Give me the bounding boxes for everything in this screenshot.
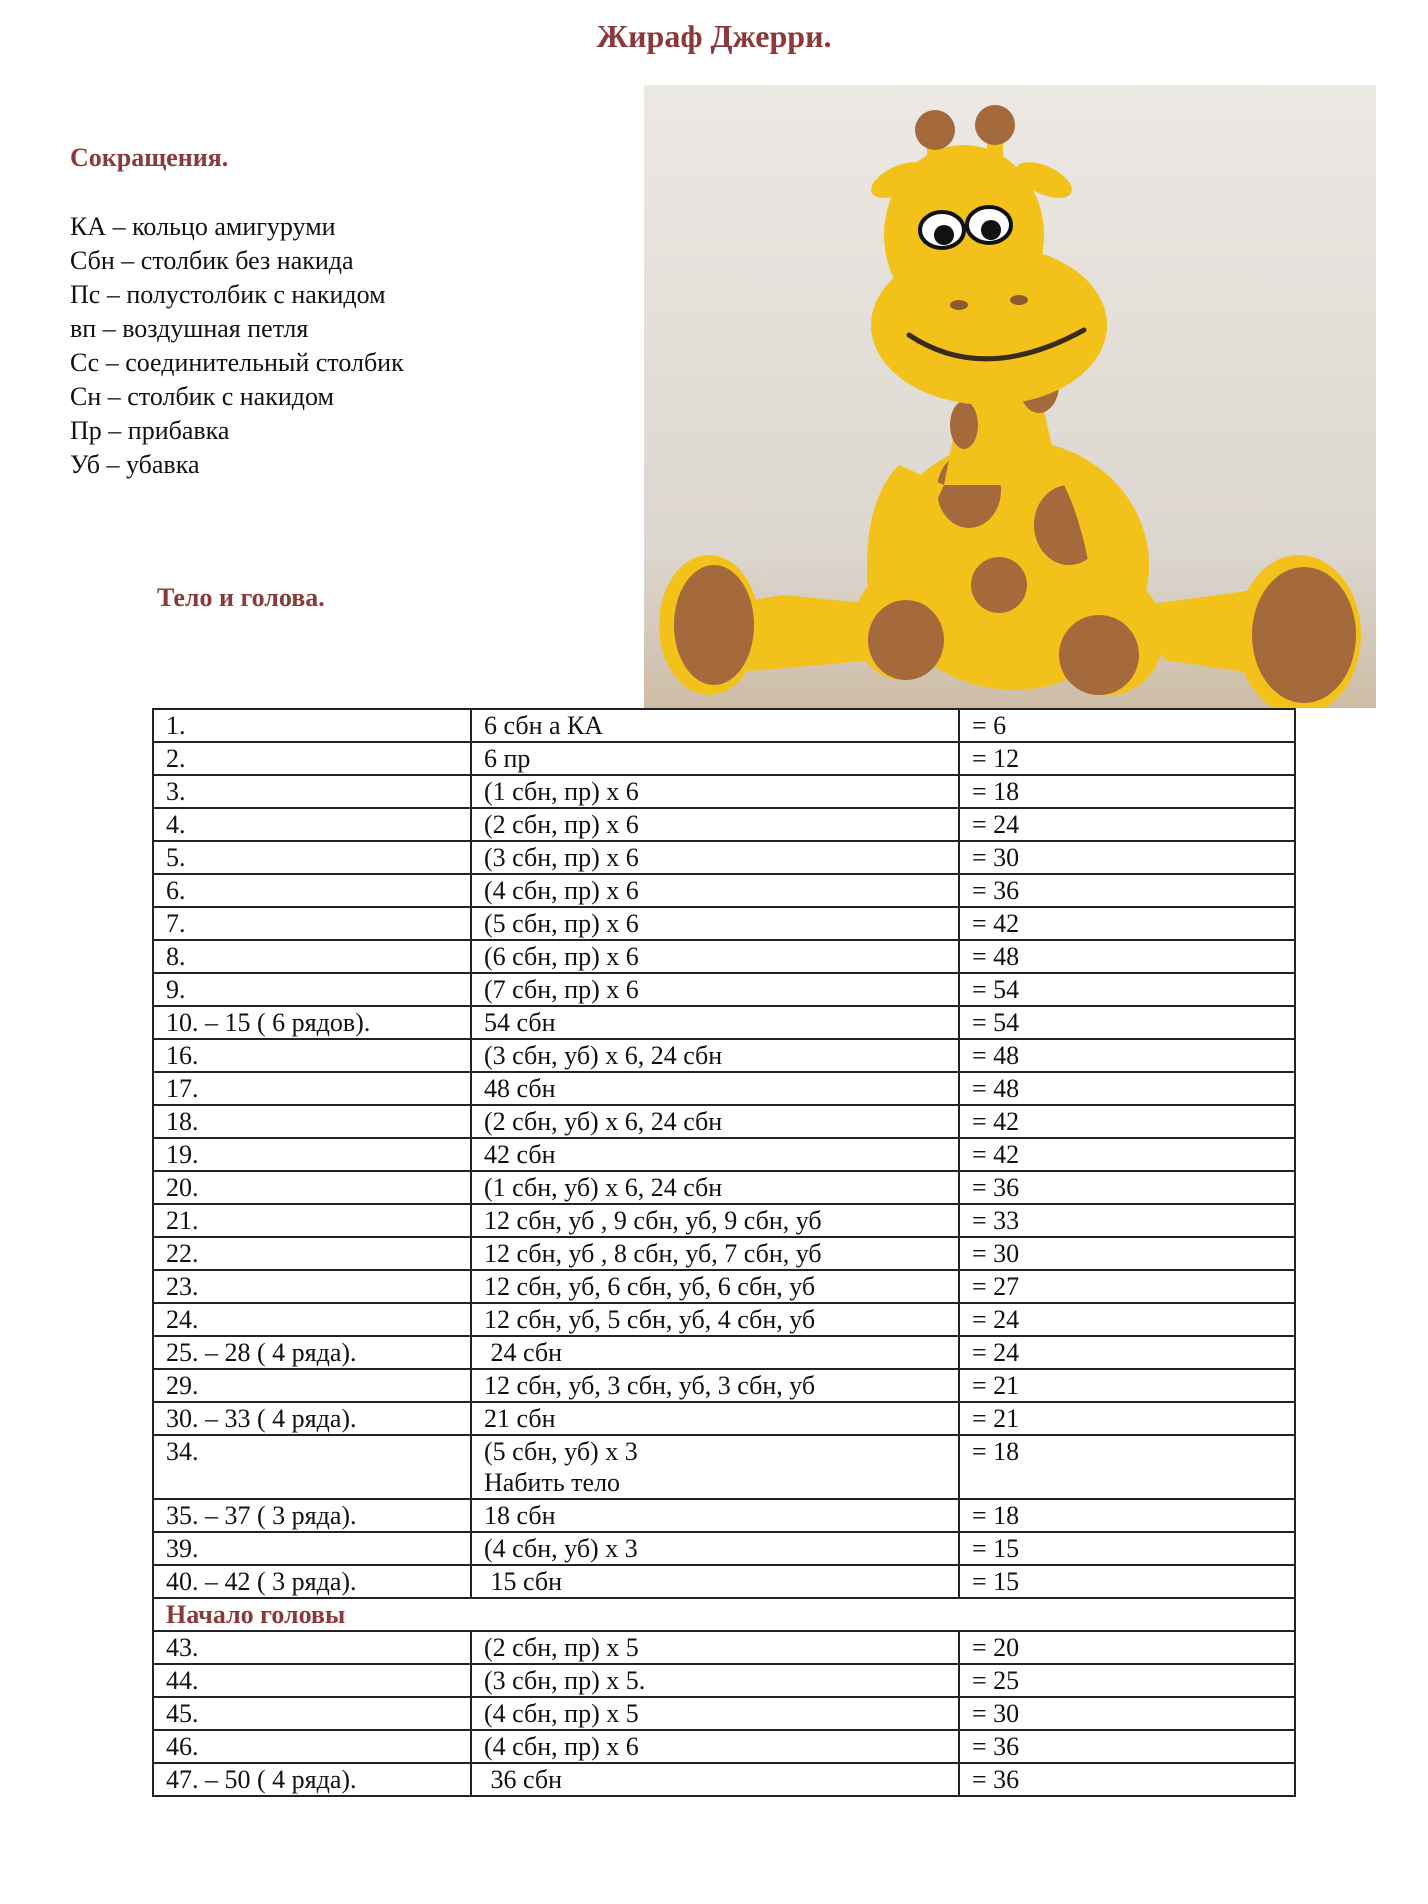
instruction-text: 12 сбн, уб, 6 сбн, уб, 6 сбн, уб [484, 1272, 816, 1301]
instruction-text: 15 сбн [484, 1567, 562, 1596]
instruction-cell [471, 1697, 959, 1730]
table-row [153, 1171, 1295, 1204]
instruction-text: (3 сбн, пр) х 6 [484, 843, 639, 872]
row-number-cell: 43. [153, 1631, 471, 1664]
stitch-count-cell: = 30 [959, 1697, 1295, 1730]
row-number-cell: 17. [153, 1072, 471, 1105]
instruction-text: 48 сбн [484, 1074, 556, 1103]
stitch-count-cell: = 18 [959, 775, 1295, 808]
table-row [153, 1303, 1295, 1336]
row-number-cell: 46. [153, 1730, 471, 1763]
stitch-count-cell: = 25 [959, 1664, 1295, 1697]
instruction-text: (7 сбн, пр) х 6 [484, 975, 639, 1004]
stitch-count-cell: = 54 [959, 1006, 1295, 1039]
row-number-cell: 34. [153, 1435, 471, 1499]
table-row [153, 1138, 1295, 1171]
instruction-cell [471, 973, 959, 1006]
instruction-text: (1 сбн, пр) х 6 [484, 777, 639, 806]
stitch-count-cell: = 24 [959, 1303, 1295, 1336]
instruction-text: (4 сбн, пр) х 6 [484, 876, 639, 905]
abbreviations-list [70, 210, 404, 482]
instruction-text: 42 сбн [484, 1140, 556, 1169]
instruction-cell [471, 1204, 959, 1237]
abbreviation-item: Уб – убавка [70, 450, 200, 479]
instruction-text: 21 сбн [484, 1404, 556, 1433]
table-row [153, 1730, 1295, 1763]
instruction-cell [471, 1565, 959, 1598]
table-row [153, 1270, 1295, 1303]
table-row [153, 1435, 1295, 1499]
stitch-count-cell: = 15 [959, 1532, 1295, 1565]
row-number-cell: 20. [153, 1171, 471, 1204]
table-row [153, 1105, 1295, 1138]
stitch-count-cell: = 24 [959, 1336, 1295, 1369]
table-row [153, 1072, 1295, 1105]
abbreviation-item: Сбн – столбик без накида [70, 246, 354, 275]
stitch-count-cell: = 18 [959, 1499, 1295, 1532]
instruction-text: (4 сбн, уб) х 3 [484, 1534, 638, 1563]
instruction-text: (2 сбн, пр) х 5 [484, 1633, 639, 1662]
abbreviation-item: КА – кольцо амигуруми [70, 212, 336, 241]
row-number-cell: 22. [153, 1237, 471, 1270]
row-number-cell: 21. [153, 1204, 471, 1237]
table-row [153, 742, 1295, 775]
table-section-row [153, 1598, 1295, 1631]
stitch-count-cell: = 36 [959, 1730, 1295, 1763]
row-number-cell: 40. – 42 ( 3 ряда). [153, 1565, 471, 1598]
section-heading-body-head: Тело и голова. [157, 583, 325, 612]
abbreviation-item: Пс – полустолбик с накидом [70, 280, 386, 309]
row-number-cell: 5. [153, 841, 471, 874]
instruction-text: 6 сбн а КА [484, 711, 604, 740]
table-row [153, 1565, 1295, 1598]
abbreviation-item: вп – воздушная петля [70, 314, 309, 343]
stitch-count-cell: = 21 [959, 1369, 1295, 1402]
row-number-cell: 19. [153, 1138, 471, 1171]
table-row [153, 940, 1295, 973]
instruction-cell [471, 1138, 959, 1171]
table-row [153, 841, 1295, 874]
pattern-table [152, 708, 1296, 1797]
row-number-cell: 6. [153, 874, 471, 907]
row-number-cell: 9. [153, 973, 471, 1006]
row-number-cell: 4. [153, 808, 471, 841]
instruction-cell [471, 1763, 959, 1796]
page-title: Жираф Джерри. [596, 18, 832, 54]
table-row [153, 1763, 1295, 1796]
stitch-count-cell: = 20 [959, 1631, 1295, 1664]
instruction-cell [471, 1631, 959, 1664]
instruction-cell [471, 1435, 959, 1499]
instruction-text: (5 сбн, уб) х 3 [484, 1437, 638, 1466]
instruction-cell [471, 1039, 959, 1072]
instruction-cell [471, 1270, 959, 1303]
table-row [153, 1631, 1295, 1664]
instruction-cell [471, 874, 959, 907]
stitch-count-cell: = 42 [959, 1138, 1295, 1171]
table-row [153, 1664, 1295, 1697]
instruction-cell [471, 841, 959, 874]
row-number-cell: 47. – 50 ( 4 ряда). [153, 1763, 471, 1796]
stitch-count-cell: = 48 [959, 1072, 1295, 1105]
stitch-count-cell: = 12 [959, 742, 1295, 775]
row-number-cell: 10. – 15 ( 6 рядов). [153, 1006, 471, 1039]
table-row [153, 1402, 1295, 1435]
instruction-text: (4 сбн, пр) х 5 [484, 1699, 639, 1728]
row-number-cell: 1. [153, 709, 471, 742]
abbreviations-heading: Сокращения. [70, 143, 229, 172]
stitch-count-cell: = 48 [959, 940, 1295, 973]
stitch-count-cell: = 36 [959, 874, 1295, 907]
table-row [153, 1237, 1295, 1270]
stitch-count-cell: = 27 [959, 1270, 1295, 1303]
table-row [153, 1336, 1295, 1369]
table-row [153, 775, 1295, 808]
instruction-cell [471, 1369, 959, 1402]
instruction-text: (6 сбн, пр) х 6 [484, 942, 639, 971]
table-row [153, 1006, 1295, 1039]
abbreviation-item: Сн – столбик с накидом [70, 382, 334, 411]
stitch-count-cell: = 24 [959, 808, 1295, 841]
row-number-cell: 39. [153, 1532, 471, 1565]
instruction-cell [471, 1402, 959, 1435]
instruction-cell [471, 907, 959, 940]
instruction-text: (2 сбн, уб) х 6, 24 сбн [484, 1107, 723, 1136]
table-row [153, 1499, 1295, 1532]
instruction-cell [471, 808, 959, 841]
table-row [153, 1532, 1295, 1565]
instruction-text: 12 сбн, уб , 9 сбн, уб, 9 сбн, уб [484, 1206, 822, 1235]
stitch-count-cell: = 42 [959, 907, 1295, 940]
instruction-text: 12 сбн, уб , 8 сбн, уб, 7 сбн, уб [484, 1239, 822, 1268]
stitch-count-cell: = 30 [959, 841, 1295, 874]
row-number-cell: 3. [153, 775, 471, 808]
instruction-cell [471, 709, 959, 742]
instruction-cell [471, 1072, 959, 1105]
instruction-cell [471, 940, 959, 973]
row-number-cell: 25. – 28 ( 4 ряда). [153, 1336, 471, 1369]
instruction-cell [471, 1237, 959, 1270]
instruction-cell [471, 775, 959, 808]
instruction-text: 36 сбн [484, 1765, 562, 1794]
instruction-cell [471, 1730, 959, 1763]
table-row [153, 709, 1295, 742]
instruction-cell [471, 742, 959, 775]
row-number-cell: 44. [153, 1664, 471, 1697]
instruction-text: 6 пр [484, 744, 531, 773]
stitch-count-cell: = 18 [959, 1435, 1295, 1499]
row-number-cell: 29. [153, 1369, 471, 1402]
instruction-cell [471, 1499, 959, 1532]
instruction-text: (3 сбн, уб) х 6, 24 сбн [484, 1041, 723, 1070]
stitch-count-cell: = 6 [959, 709, 1295, 742]
instruction-cell [471, 1664, 959, 1697]
instruction-text: 12 сбн, уб, 5 сбн, уб, 4 сбн, уб [484, 1305, 816, 1334]
instruction-text: (1 сбн, уб) х 6, 24 сбн [484, 1173, 723, 1202]
instruction-cell [471, 1171, 959, 1204]
instruction-text: 24 сбн [484, 1338, 562, 1367]
table-row [153, 1039, 1295, 1072]
row-number-cell: 23. [153, 1270, 471, 1303]
stitch-count-cell: = 36 [959, 1763, 1295, 1796]
pattern-table-body [153, 709, 1295, 1796]
stitch-count-cell: = 48 [959, 1039, 1295, 1072]
table-row [153, 907, 1295, 940]
table-row [153, 808, 1295, 841]
instruction-cell [471, 1006, 959, 1039]
row-number-cell: 7. [153, 907, 471, 940]
row-number-cell: 16. [153, 1039, 471, 1072]
instruction-text: (5 сбн, пр) х 6 [484, 909, 639, 938]
instruction-text: 18 сбн [484, 1501, 556, 1530]
instruction-text: (4 сбн, пр) х 6 [484, 1732, 639, 1761]
stitch-count-cell: = 36 [959, 1171, 1295, 1204]
table-row [153, 1369, 1295, 1402]
table-section-heading: Начало головы [153, 1598, 1295, 1631]
instruction-text: (2 сбн, пр) х 6 [484, 810, 639, 839]
stitch-count-cell: = 54 [959, 973, 1295, 1006]
stitch-count-cell: = 30 [959, 1237, 1295, 1270]
abbreviation-item: Сс – соединительный столбик [70, 348, 404, 377]
row-number-cell: 45. [153, 1697, 471, 1730]
abbreviation-item: Пр – прибавка [70, 416, 230, 445]
instruction-cell [471, 1105, 959, 1138]
row-number-cell: 8. [153, 940, 471, 973]
row-number-cell: 30. – 33 ( 4 ряда). [153, 1402, 471, 1435]
table-row [153, 874, 1295, 907]
table-row [153, 973, 1295, 1006]
row-number-cell: 2. [153, 742, 471, 775]
instruction-cell [471, 1532, 959, 1565]
giraffe-photo [644, 85, 1376, 708]
table-row [153, 1697, 1295, 1730]
stitch-count-cell: = 33 [959, 1204, 1295, 1237]
instruction-text: 12 сбн, уб, 3 сбн, уб, 3 сбн, уб [484, 1371, 816, 1400]
row-number-cell: 18. [153, 1105, 471, 1138]
instruction-text: (3 сбн, пр) х 5. [484, 1666, 646, 1695]
instruction-note: Набить тело [484, 1468, 621, 1497]
instruction-cell [471, 1303, 959, 1336]
table-row [153, 1204, 1295, 1237]
row-number-cell: 35. – 37 ( 3 ряда). [153, 1499, 471, 1532]
instruction-cell [471, 1336, 959, 1369]
stitch-count-cell: = 42 [959, 1105, 1295, 1138]
stitch-count-cell: = 21 [959, 1402, 1295, 1435]
instruction-text: 54 сбн [484, 1008, 556, 1037]
stitch-count-cell: = 15 [959, 1565, 1295, 1598]
row-number-cell: 24. [153, 1303, 471, 1336]
